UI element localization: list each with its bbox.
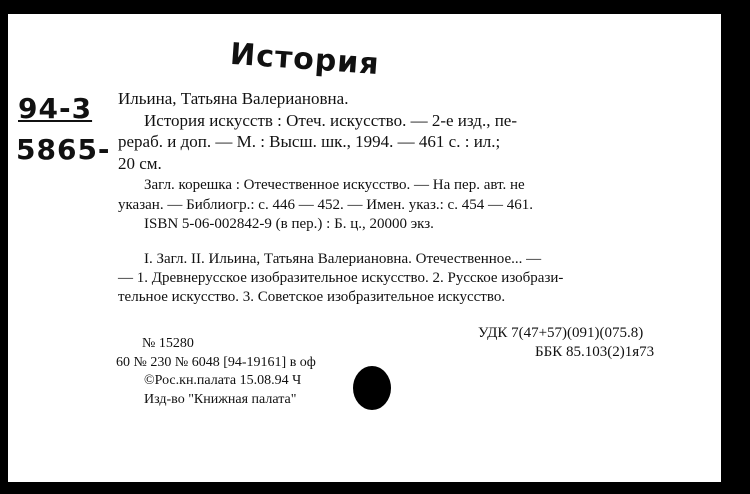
catalog-card [8,14,721,482]
handwritten-subject: История [228,36,381,83]
handwritten-shelf-mark-bottom: 5865- [16,133,111,166]
copyright-line: ©Рос.кн.палата 15.08.94 Ч [144,373,302,388]
tracing-line-3: тельное искусство. 3. Советское изобразительное искусство. [118,289,506,305]
print-info-line: 60 № 230 № 6048 [94-19161] в оф [116,355,316,370]
title-line-2: рераб. и доп. — М. : Высш. шк., 1994. — 461 с. : ил.; [118,132,501,151]
ink-blot [353,366,391,410]
isbn-line: ISBN 5-06-002842-9 (в пер.) : Б. ц., 20000 экз. [144,216,434,232]
author-heading: Ильина, Татьяна Валериановна. [118,89,349,108]
title-line-1: История искусств : Отеч. искусство. — 2-е изд., пе- [144,111,518,130]
handwritten-shelf-mark-top: 94-3 [18,92,93,125]
note-line-2: указан. — Библиогр.: с. 446 — 452. — Имен. указ.: с. 454 — 461. [118,197,533,213]
note-line-1: Загл. корешка : Отечественное искусство. — На пер. авт. не [144,177,525,193]
tracing-line-2: — 1. Древнерусское изобразительное искусство. 2. Русское изобрази- [118,270,564,286]
card-number: № 15280 [142,336,194,351]
tracing-line-1: I. Загл. II. Ильина, Татьяна Валериановна. Отечественное... — [144,251,542,267]
publisher-line: Изд-во "Книжная палата" [144,392,297,407]
bbk-code: ББК 85.103(2)1я73 [535,344,655,360]
udk-code: УДК 7(47+57)(091)(075.8) [478,325,644,341]
title-line-3: 20 см. [118,154,162,173]
